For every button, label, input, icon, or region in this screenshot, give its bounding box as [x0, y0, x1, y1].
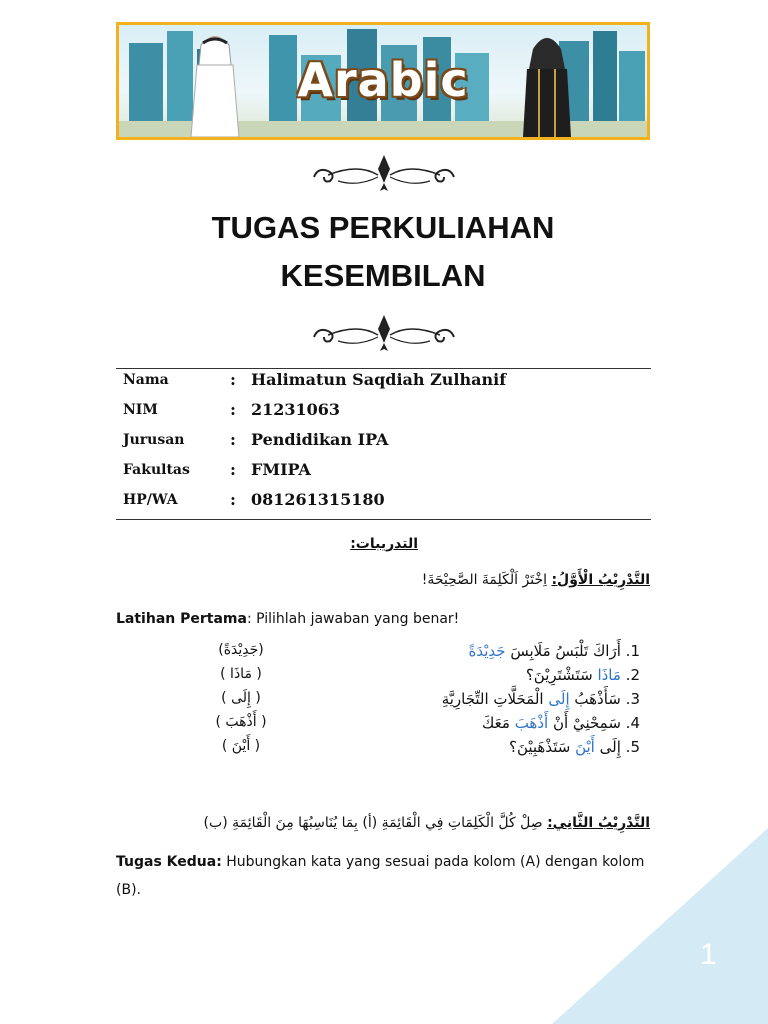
info-label: NIM: [123, 402, 158, 418]
info-label: Fakultas: [123, 462, 190, 478]
document-title-line1: TUGAS PERKULIAHAN: [211, 210, 555, 245]
question-number: 4.: [625, 714, 640, 732]
exercise1-label-rest: : Pilihlah jawaban yang benar!: [246, 611, 460, 627]
question-item: [468, 642, 640, 666]
info-colon: :: [230, 460, 236, 479]
question-text-post: سَتَذْهَبِيْنَ؟: [509, 738, 571, 756]
section-heading-arabic: التدريبات:: [350, 536, 418, 552]
info-row-nama: [123, 370, 643, 400]
corner-decoration: [552, 828, 768, 1024]
question-answer-word: مَاذَا: [597, 666, 621, 684]
answer-choice: ( مَاذَا ): [220, 666, 262, 682]
info-row-jurusan: [123, 430, 643, 460]
exercise2-label-bold: Tugas Kedua:: [116, 854, 222, 870]
question-text-pre: إِلَى: [599, 738, 621, 756]
info-row-nim: [123, 400, 643, 430]
question-text-pre: سَمِحْنِيْ أَنْ: [552, 714, 621, 732]
answer-choice: (جَدِيْدَةً): [218, 642, 264, 658]
info-colon: :: [230, 370, 236, 389]
answer-choice: ( أَذْهَبَ ): [215, 714, 267, 730]
question-text-pre: أَرَاكَ تَلْبَسُ مَلَابِسَ: [510, 642, 621, 660]
question-answer-word: إِلَى: [548, 690, 570, 708]
document-title-line2: KESEMBILAN: [280, 258, 486, 293]
question-item: [526, 666, 640, 690]
question-text-pre: سَأَذْهَبُ: [574, 690, 621, 708]
question-answer-word: جَدِيْدَةً: [468, 642, 506, 660]
exercise2-heading-rest: صِلْ كُلَّ الْكَلِمَاتِ فِي الْقَائِمَةِ (أ) بِمَا يُنَاسِبُهَا مِنَ الْقَائِمَةِ (ب): [203, 815, 543, 831]
exercise1-heading-arabic: [422, 572, 650, 588]
exercise1-instruction: [116, 605, 652, 633]
info-row-hpwa: [123, 490, 643, 520]
info-value: Pendidikan IPA: [251, 430, 389, 449]
answer-choice: ( أَيْنَ ): [221, 738, 261, 754]
question-number: 2.: [625, 666, 640, 684]
question-text-post: سَتَشْتَرِيْنَ؟: [525, 666, 593, 684]
question-text-post: مَعَكَ: [482, 714, 510, 732]
question-answer-word: أَذْهَبَ: [514, 714, 549, 732]
question-answer-word: أَيْنَ: [575, 738, 595, 756]
info-table-bottom-rule: [116, 519, 651, 520]
page-number: 1: [700, 938, 717, 971]
question-item: [482, 714, 640, 738]
exercise1-heading-rest: اِخْتَرْ اَلْكَلِمَةَ الصَّحِيْحَةَ!: [421, 572, 547, 588]
info-label: HP/WA: [123, 492, 178, 508]
arabic-banner: [116, 22, 650, 140]
info-row-fakultas: [123, 460, 643, 490]
question-number: 3.: [625, 690, 640, 708]
info-value: 081261315180: [251, 490, 385, 509]
info-colon: :: [230, 400, 236, 419]
answer-choice: ( إِلَى ): [221, 690, 261, 706]
question-item: [442, 690, 640, 714]
question-number: 5.: [625, 738, 640, 756]
question-number: 1.: [625, 642, 640, 660]
question-item: [509, 738, 640, 762]
info-value: 21231063: [251, 400, 341, 419]
divider-ornament-bottom: [308, 313, 460, 353]
exercise1-label-bold: Latihan Pertama: [116, 611, 247, 627]
info-table-top-rule: [116, 368, 651, 369]
question-text-post: الْمَحَلَّاتِ التِّجَارِيَّةِ: [441, 690, 544, 708]
exercise2-heading-bold: التَّدْرِيْبُ الثَّانِي:: [547, 815, 650, 831]
banner-title: Arabic: [297, 53, 469, 107]
info-label: Jurusan: [123, 432, 185, 448]
info-value: FMIPA: [251, 460, 311, 479]
divider-ornament-top: [308, 153, 460, 193]
info-label: Nama: [123, 372, 169, 388]
exercise1-heading-bold: التَّدْرِيْبُ الْأَوَّلُ:: [551, 572, 650, 588]
exercise2-label-rest: Hubungkan kata yang sesuai pada kolom (A) dengan kolom (B).: [116, 854, 645, 898]
info-colon: :: [230, 490, 236, 509]
info-value: Halimatun Saqdiah Zulhanif: [251, 370, 507, 389]
info-colon: :: [230, 430, 236, 449]
